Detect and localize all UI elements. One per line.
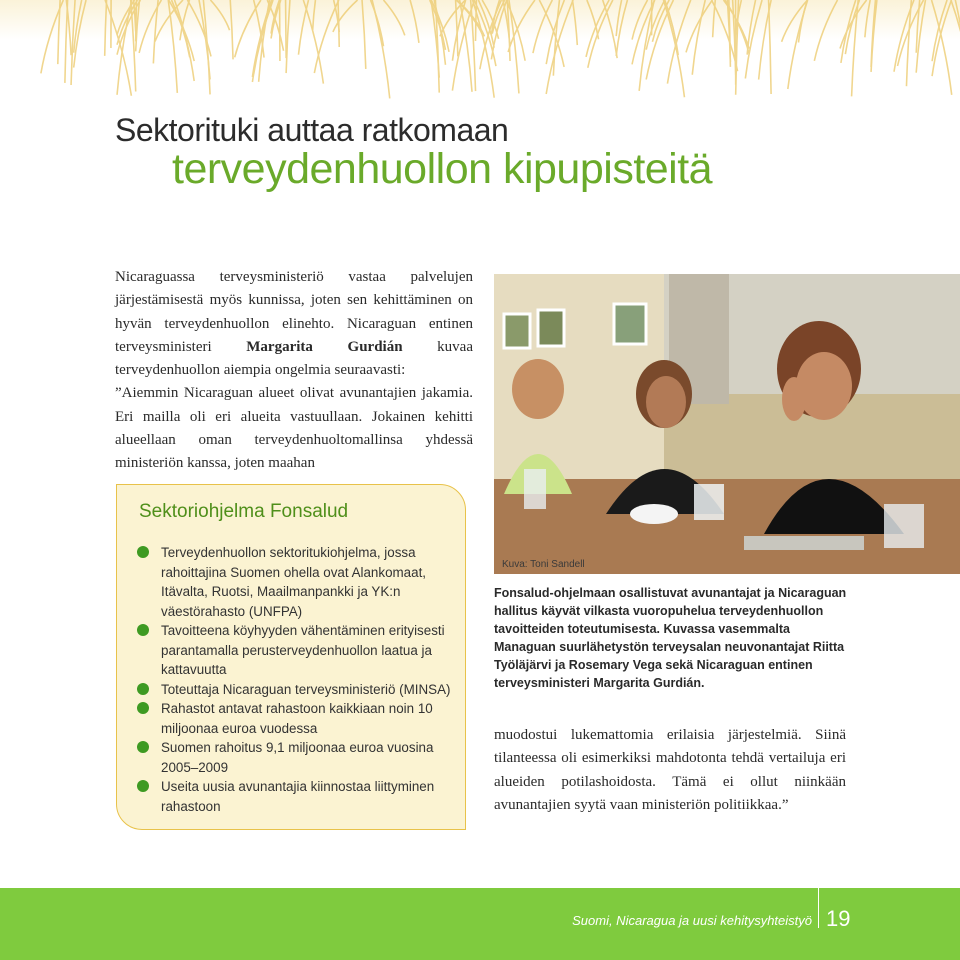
article-paragraph-1: Nicaraguassa terveysministeriö vastaa palvelujen järjestämisestä myös kunnissa, joten sen kehittäminen on hyvän terveydenhuollon elinehto. Nicaraguan entinen terveysministeri Margarita Gurdián kuvaa terveydenhuollon aiempia ongelmia seuraavasti: ”Aiemmin Nicaraguan alueet olivat avunantajien jakamia. Eri mailla oli eri alueita vastuullaan. Jokainen kehitti alueellaan oman terveydenhuoltomallinsa yhdessä ministeriön kanssa, joten maahan <box>115 269 473 472</box>
title-line-2: terveydenhuollon kipupisteitä <box>172 145 713 193</box>
footer-bar <box>0 888 960 960</box>
list-item: Useita uusia avunantajia kiinnostaa liittyminen rahastoon <box>137 777 455 816</box>
box-list <box>137 543 455 816</box>
bullet-icon <box>137 624 149 636</box>
list-item: Tavoitteena köyhyyden vähentäminen erityisesti parantamalla perusterveydenhuollon laatua ja kattavuutta <box>137 621 455 680</box>
grass-blade <box>286 0 287 58</box>
publication-title: Suomi, Nicaragua ja uusi kehitysyhteistyö <box>572 913 812 928</box>
bullet-icon <box>137 683 149 695</box>
box-title: Sektoriohjelma Fonsalud <box>139 501 349 522</box>
meeting-photo <box>494 274 960 574</box>
list-item: Terveydenhuollon sektoritukiohjelma, jossa rahoittajina Suomen ohella ovat Alankomaat, Itävalta, Ruotsi, Maailmanpankki ja YK:n väestörahasto (UNFPA) <box>137 543 455 621</box>
title-line-1: Sektorituki auttaa ratkomaan <box>115 112 509 148</box>
grass-decoration <box>0 0 960 110</box>
fonsalud-info-box <box>116 484 466 830</box>
bullet-icon <box>137 546 149 558</box>
quote-start: ”Aiemmin Nicaraguan alueet olivat avunantajien jakamia. Eri mailla oli eri alueita vastuullaan. Jokainen kehitti alueellaan oman terveydenhuoltomallinsa yhdessä ministeriön kanssa, joten maahan <box>115 385 473 472</box>
list-item: Toteuttaja Nicaraguan terveysministeriö (MINSA) <box>137 680 455 700</box>
footer-divider <box>818 888 819 928</box>
photo-caption: Fonsalud-ohjelmaan osallistuvat avunantajat ja Nicaraguan hallitus käyvät vilkasta vuoropuhelua terveydenhuollon tavoitteiden toteutumisesta. Kuvassa vasemmalta Managuan suurlähetystön terveysalan neuvonantajat Riitta Työläjärvi ja Rosemary Vega sekä Nicaraguan entinen terveysministeri Margarita Gurdián. <box>494 586 847 690</box>
bullet-icon <box>137 702 149 714</box>
page-number: 19 <box>826 906 851 931</box>
bullet-icon <box>137 780 149 792</box>
list-item: Rahastot antavat rahastoon kaikkiaan noin 10 miljoonaa euroa vuodessa <box>137 699 455 738</box>
article-paragraph-2: muodostui lukemattomia erilaisia järjestelmiä. Siinä tilanteessa oli esimerkiksi mahdotonta tehdä vertailuja eri alueiden potilashoidosta. Tämä ei ollut niinkään avunantajien syytä vaan ministeriön politiikkaa.” <box>494 727 846 813</box>
photo-credit: Kuva: Toni Sandell <box>502 559 585 570</box>
bullet-icon <box>137 741 149 753</box>
person-name: Margarita Gurdián <box>246 338 403 355</box>
list-item: Suomen rahoitus 9,1 miljoonaa euroa vuosina 2005–2009 <box>137 738 455 777</box>
